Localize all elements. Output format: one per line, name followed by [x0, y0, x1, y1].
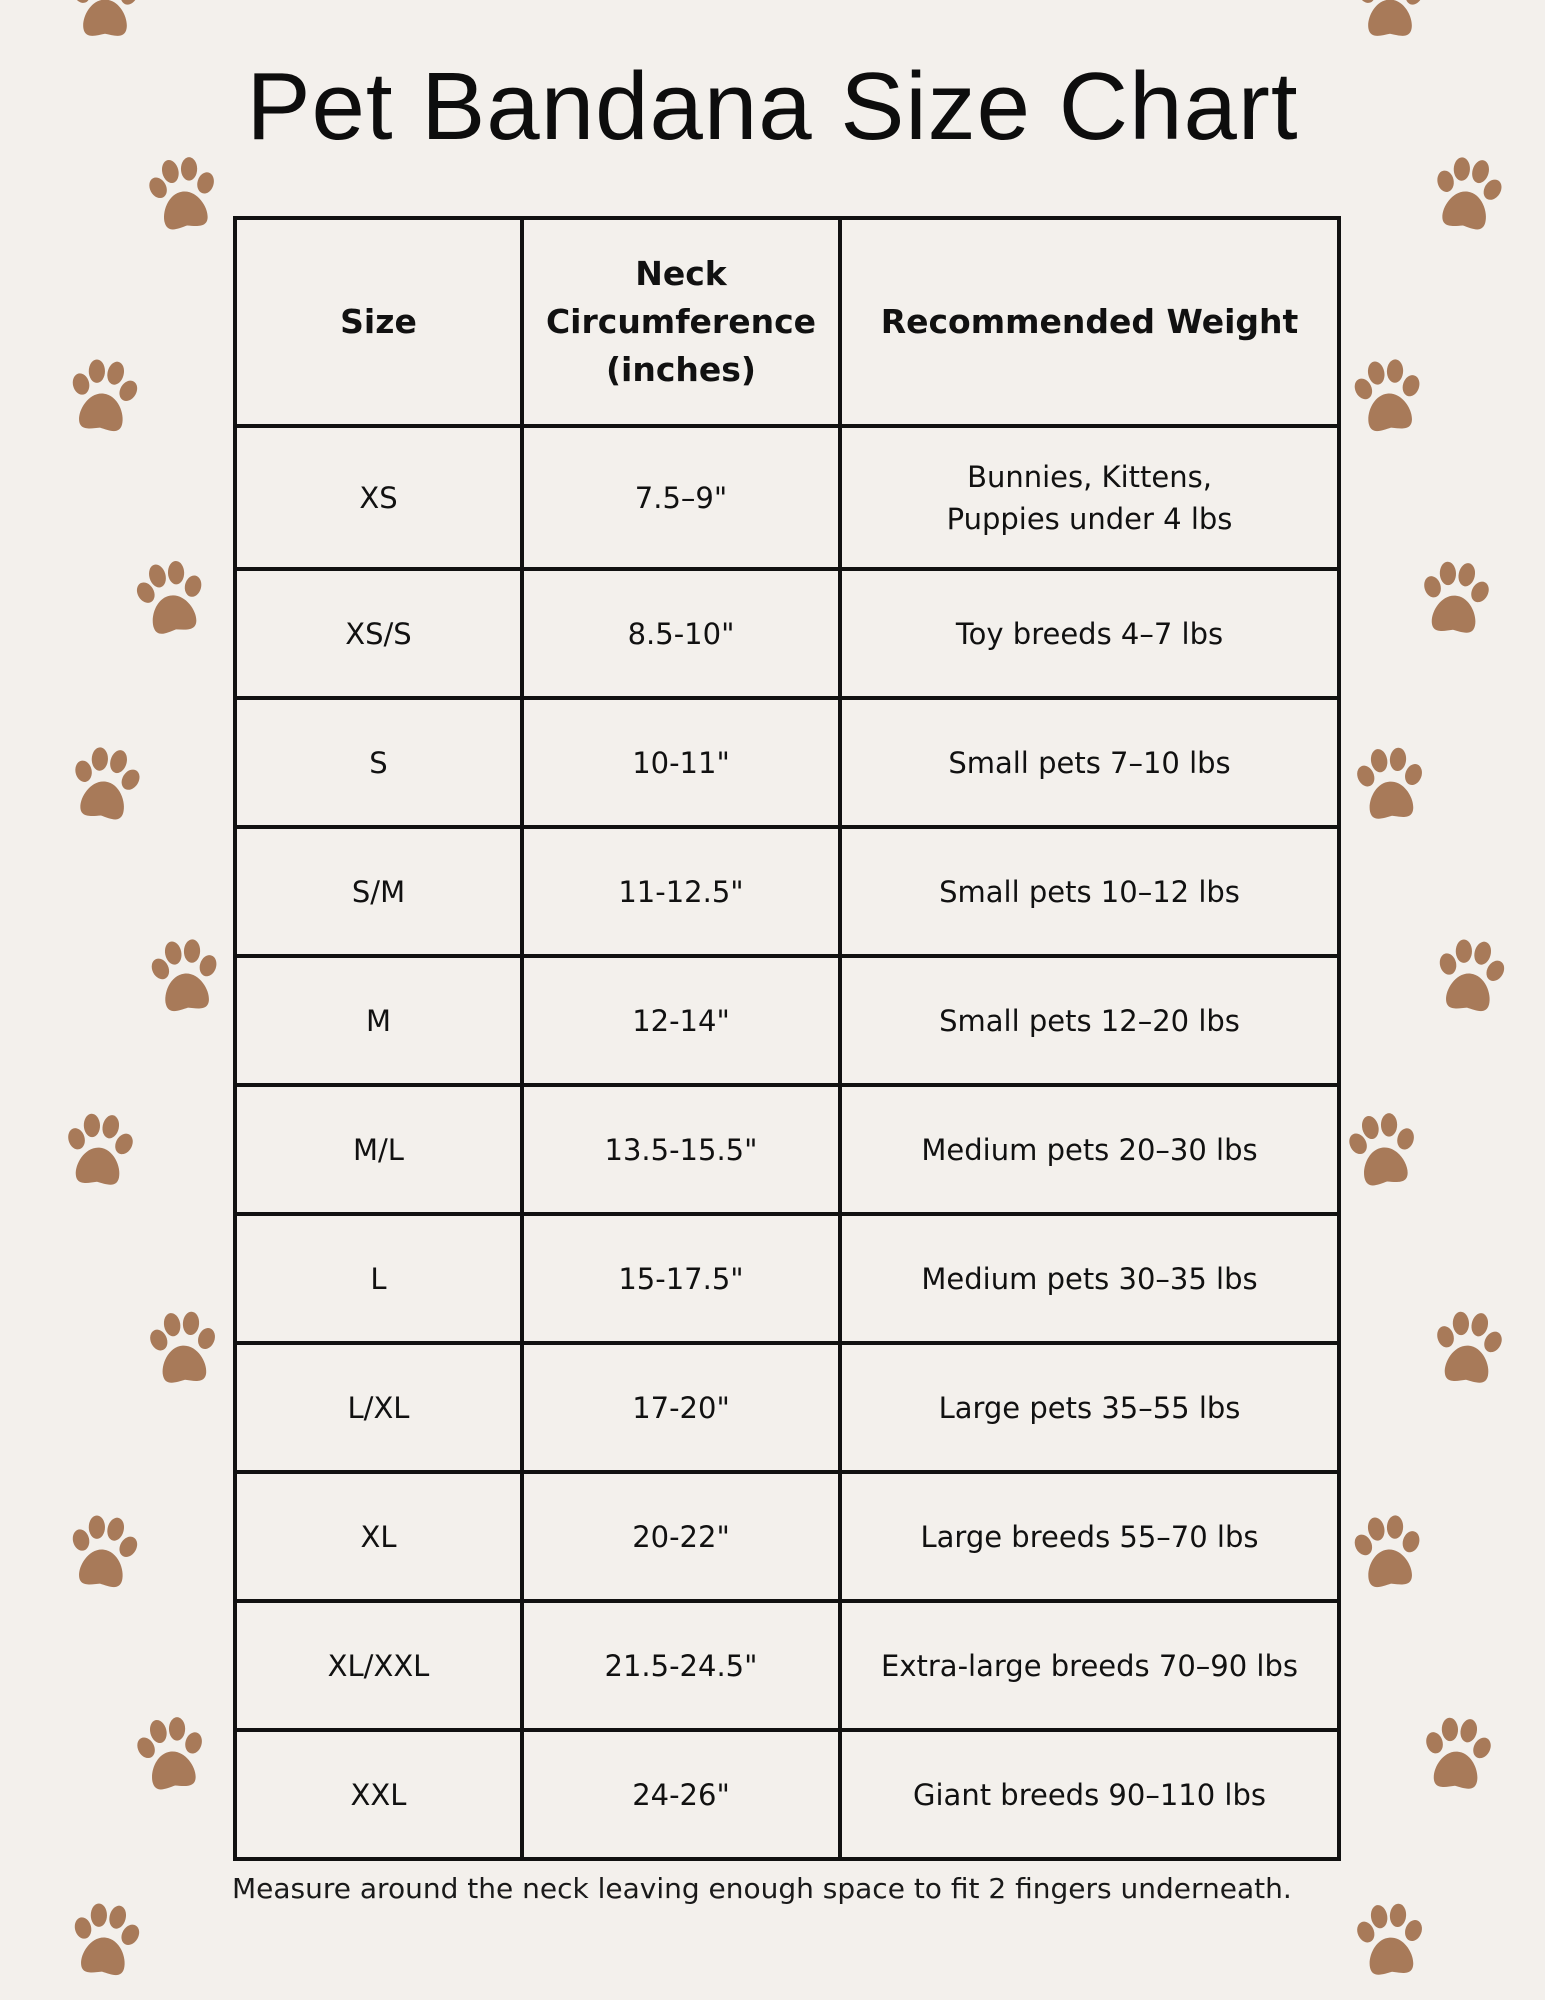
cell-size: S	[235, 698, 522, 827]
paw-print-icon	[1409, 1709, 1505, 1805]
cell-size: XL	[235, 1472, 522, 1601]
paw-print-icon	[1332, 1102, 1434, 1204]
cell-size: L/XL	[235, 1343, 522, 1472]
paw-print-icon	[120, 1706, 222, 1808]
table-row	[235, 1343, 1339, 1472]
header-neck-line-3: (inches)	[605, 350, 757, 389]
paw-print-icon	[1416, 146, 1518, 248]
table-row	[235, 956, 1339, 1085]
cell-neck: 10-11"	[522, 698, 840, 827]
paw-print-icon	[60, 0, 150, 50]
cell-neck: 21.5-24.5"	[522, 1601, 840, 1730]
table-row	[235, 827, 1339, 956]
header-neck-circumference	[522, 218, 840, 426]
header-size: Size	[235, 218, 522, 426]
cell-weight: Bunnies, Kittens, Puppies under 4 lbs	[840, 426, 1339, 569]
cell-weight: Giant breeds 90–110 lbs	[840, 1730, 1339, 1859]
cell-neck: 15-17.5"	[522, 1214, 840, 1343]
paw-print-icon	[51, 1105, 147, 1201]
cell-size: S/M	[235, 827, 522, 956]
table-row	[235, 698, 1339, 827]
table-row	[235, 1601, 1339, 1730]
table-row	[235, 1472, 1339, 1601]
cell-neck: 20-22"	[522, 1472, 840, 1601]
paw-print-icon	[1345, 0, 1435, 50]
paw-print-icon	[132, 146, 234, 248]
paw-print-icon	[135, 1303, 231, 1399]
table-row	[235, 1085, 1339, 1214]
cell-neck: 24-26"	[522, 1730, 840, 1859]
size-chart-table	[233, 216, 1341, 1861]
table-row	[235, 1730, 1339, 1859]
cell-size: M/L	[235, 1085, 522, 1214]
cell-weight: Medium pets 20–30 lbs	[840, 1085, 1339, 1214]
cell-size: XS/S	[235, 569, 522, 698]
paw-print-icon	[1339, 350, 1438, 449]
cell-neck: 17-20"	[522, 1343, 840, 1472]
paw-print-icon	[1342, 739, 1438, 835]
cell-neck: 7.5–9"	[522, 426, 840, 569]
table-row	[235, 426, 1339, 569]
cell-weight: Small pets 12–20 lbs	[840, 956, 1339, 1085]
paw-print-icon	[54, 1506, 153, 1605]
paw-print-icon	[1407, 553, 1503, 649]
paw-print-icon	[1421, 930, 1520, 1029]
cell-size: M	[235, 956, 522, 1085]
cell-size: XXL	[235, 1730, 522, 1859]
table-row	[235, 1214, 1339, 1343]
cell-weight: Large breeds 55–70 lbs	[840, 1472, 1339, 1601]
cell-weight: Extra-large breeds 70–90 lbs	[840, 1601, 1339, 1730]
cell-weight: Small pets 10–12 lbs	[840, 827, 1339, 956]
paw-print-icon	[56, 1894, 155, 1993]
cell-weight: Medium pets 30–35 lbs	[840, 1214, 1339, 1343]
header-neck-line-2: Circumference	[545, 302, 817, 341]
cell-neck: 8.5-10"	[522, 569, 840, 698]
page-title: Pet Bandana Size Chart	[246, 53, 1299, 160]
cell-weight: Large pets 35–55 lbs	[840, 1343, 1339, 1472]
paw-print-icon	[119, 549, 223, 653]
paw-print-icon	[1420, 1303, 1516, 1399]
measurement-footnote: Measure around the neck leaving enough space to fit 2 fingers underneath.	[232, 1872, 1292, 1905]
paw-print-icon	[54, 736, 156, 838]
table-header-row	[235, 218, 1339, 426]
paw-print-icon	[1342, 1895, 1438, 1991]
cell-size: XL/XXL	[235, 1601, 522, 1730]
paw-print-icon	[54, 350, 153, 449]
cell-weight: Small pets 7–10 lbs	[840, 698, 1339, 827]
header-recommended-weight: Recommended Weight	[840, 218, 1339, 426]
header-neck-line-1: Neck	[635, 254, 727, 293]
cell-neck: 12-14"	[522, 956, 840, 1085]
paw-print-icon	[136, 930, 235, 1029]
paw-print-icon	[1339, 1506, 1438, 1605]
cell-weight: Toy breeds 4–7 lbs	[840, 569, 1339, 698]
cell-neck: 13.5-15.5"	[522, 1085, 840, 1214]
cell-size: XS	[235, 426, 522, 569]
cell-neck: 11-12.5"	[522, 827, 840, 956]
table-row	[235, 569, 1339, 698]
cell-size: L	[235, 1214, 522, 1343]
